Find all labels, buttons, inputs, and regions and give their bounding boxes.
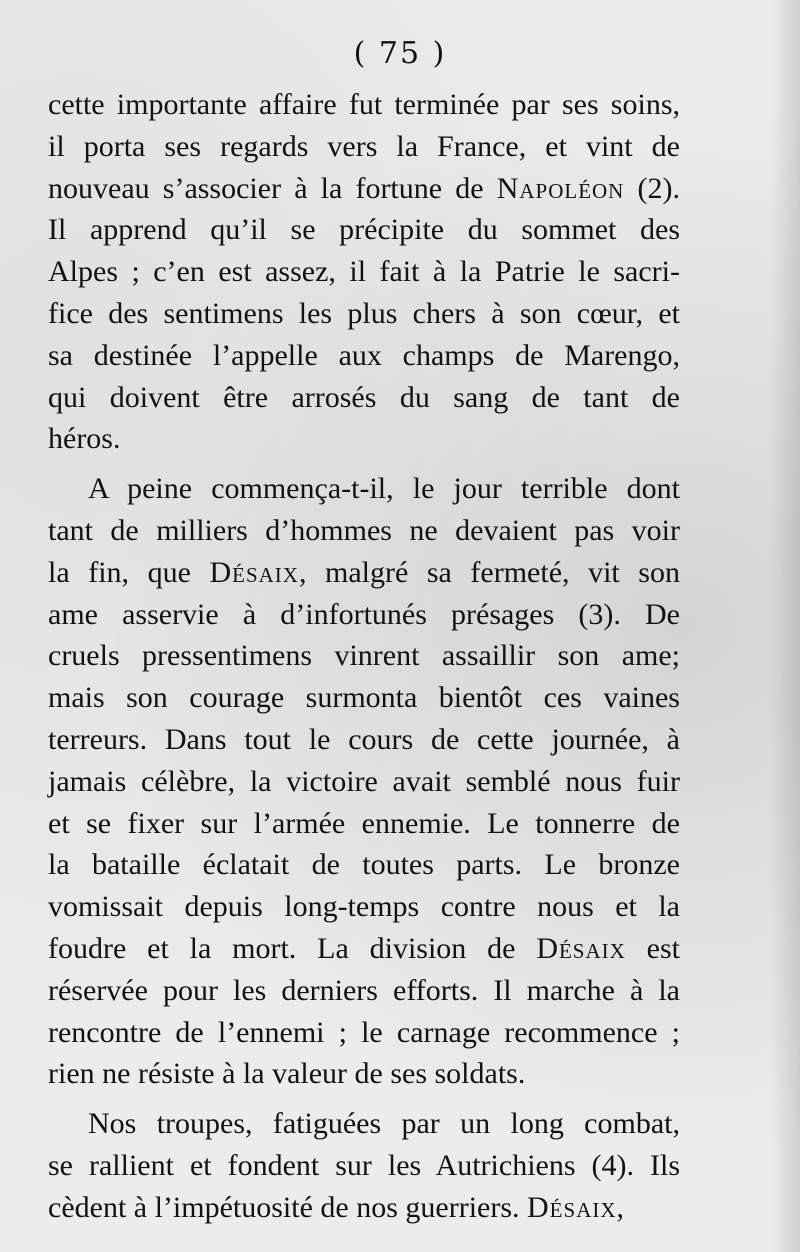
- text-line: [48, 1012, 680, 1054]
- text-run: Nos troupes, fatiguées par un long combat,: [88, 1107, 680, 1141]
- paragraph: [48, 468, 680, 1095]
- page-edge-shadow: [770, 0, 800, 1252]
- text-line: [48, 468, 680, 510]
- text-line: [48, 677, 680, 719]
- paragraph-gap: [48, 1095, 680, 1103]
- text-run: cette importante affaire fut terminée par ses soins,: [48, 88, 680, 121]
- text-run: A peine commença-t-il, le jour terrible dont: [88, 472, 680, 506]
- text-run: réservée pour les derniers efforts. Il marche à la: [48, 973, 680, 1007]
- text-line: [48, 251, 680, 293]
- paragraph: [48, 84, 680, 460]
- text-line: [48, 928, 680, 970]
- text-line: [48, 510, 680, 552]
- paragraph: [48, 1103, 680, 1228]
- text-run: foudre et la mort. La division de: [48, 931, 537, 965]
- text-line: [48, 126, 680, 168]
- text-line: [48, 844, 680, 886]
- text-line: [48, 970, 680, 1012]
- text-run: ,: [616, 1190, 625, 1224]
- text-line: [48, 377, 680, 419]
- text-line: [48, 1187, 680, 1229]
- text-line: [48, 168, 680, 210]
- text-line: [48, 84, 680, 126]
- text-line: [48, 803, 680, 845]
- text-line: [48, 594, 680, 636]
- text-run: fice des sentimens les plus chers à son cœur, et: [48, 296, 680, 330]
- text-line: [48, 635, 680, 677]
- text-run: la fin, que: [48, 555, 210, 589]
- text-run: cèdent à l’impétuosité de nos guerriers.: [48, 1190, 528, 1224]
- text-run: se rallient et fondent sur les Autrichiens (4). Ils: [48, 1148, 680, 1182]
- text-line: [48, 1145, 680, 1187]
- text-line: [48, 335, 680, 377]
- text-run: est: [625, 931, 680, 965]
- text-run: la bataille éclatait de toutes parts. Le bronze: [48, 848, 680, 882]
- text-run: Alpes ; c’en est assez, il fait à la Patrie le sacri-: [48, 255, 680, 289]
- text-run: cruels pressentimens vinrent assaillir son ame;: [48, 639, 680, 673]
- text-run: et se fixer sur l’armée ennemie. Le tonnerre de: [48, 806, 680, 840]
- text-line: [48, 552, 680, 594]
- body-text: [48, 84, 680, 1229]
- text-run: rencontre de l’ennemi ; le carnage recommence ;: [48, 1015, 680, 1049]
- page-number: ( 75 ): [353, 36, 447, 71]
- proper-name: Napoléon: [496, 171, 625, 205]
- text-run: héros.: [48, 422, 121, 456]
- text-run: Il apprend qu’il se précipite du sommet des: [48, 213, 680, 247]
- text-line: [48, 418, 680, 460]
- text-run: il porta ses regards vers la France, et vint de: [48, 129, 680, 163]
- text-line: [48, 1103, 680, 1145]
- text-run: vomissait depuis long-temps contre nous et la: [48, 890, 680, 924]
- text-run: rien ne résiste à la valeur de ses soldats.: [48, 1057, 526, 1091]
- text-line: [48, 293, 680, 335]
- text-line: [48, 886, 680, 928]
- text-run: qui doivent être arrosés du sang de tant de: [48, 380, 680, 414]
- text-run: , malgré sa fermeté, vit son: [298, 555, 680, 589]
- proper-name: Désaix: [209, 555, 299, 589]
- text-run: ame asservie à d’infortunés présages (3). De: [48, 597, 680, 631]
- proper-name: Désaix: [536, 931, 626, 965]
- text-run: tant de milliers d’hommes ne devaient pas voir: [48, 513, 680, 547]
- proper-name: Désaix: [527, 1190, 617, 1224]
- text-line: [48, 761, 680, 803]
- text-run: sa destinée l’appelle aux champs de Marengo,: [48, 338, 680, 372]
- text-line: [48, 1053, 680, 1095]
- text-run: mais son courage surmonta bientôt ces vaines: [48, 681, 680, 715]
- text-run: nouveau s’associer à la fortune de: [48, 171, 497, 205]
- paragraph-gap: [48, 460, 680, 468]
- text-line: [48, 719, 680, 761]
- text-run: terreurs. Dans tout le cours de cette journée, à: [48, 722, 680, 756]
- text-run: (2).: [624, 171, 680, 205]
- text-line: [48, 209, 680, 251]
- text-run: jamais célèbre, la victoire avait semblé nous fuir: [48, 764, 680, 798]
